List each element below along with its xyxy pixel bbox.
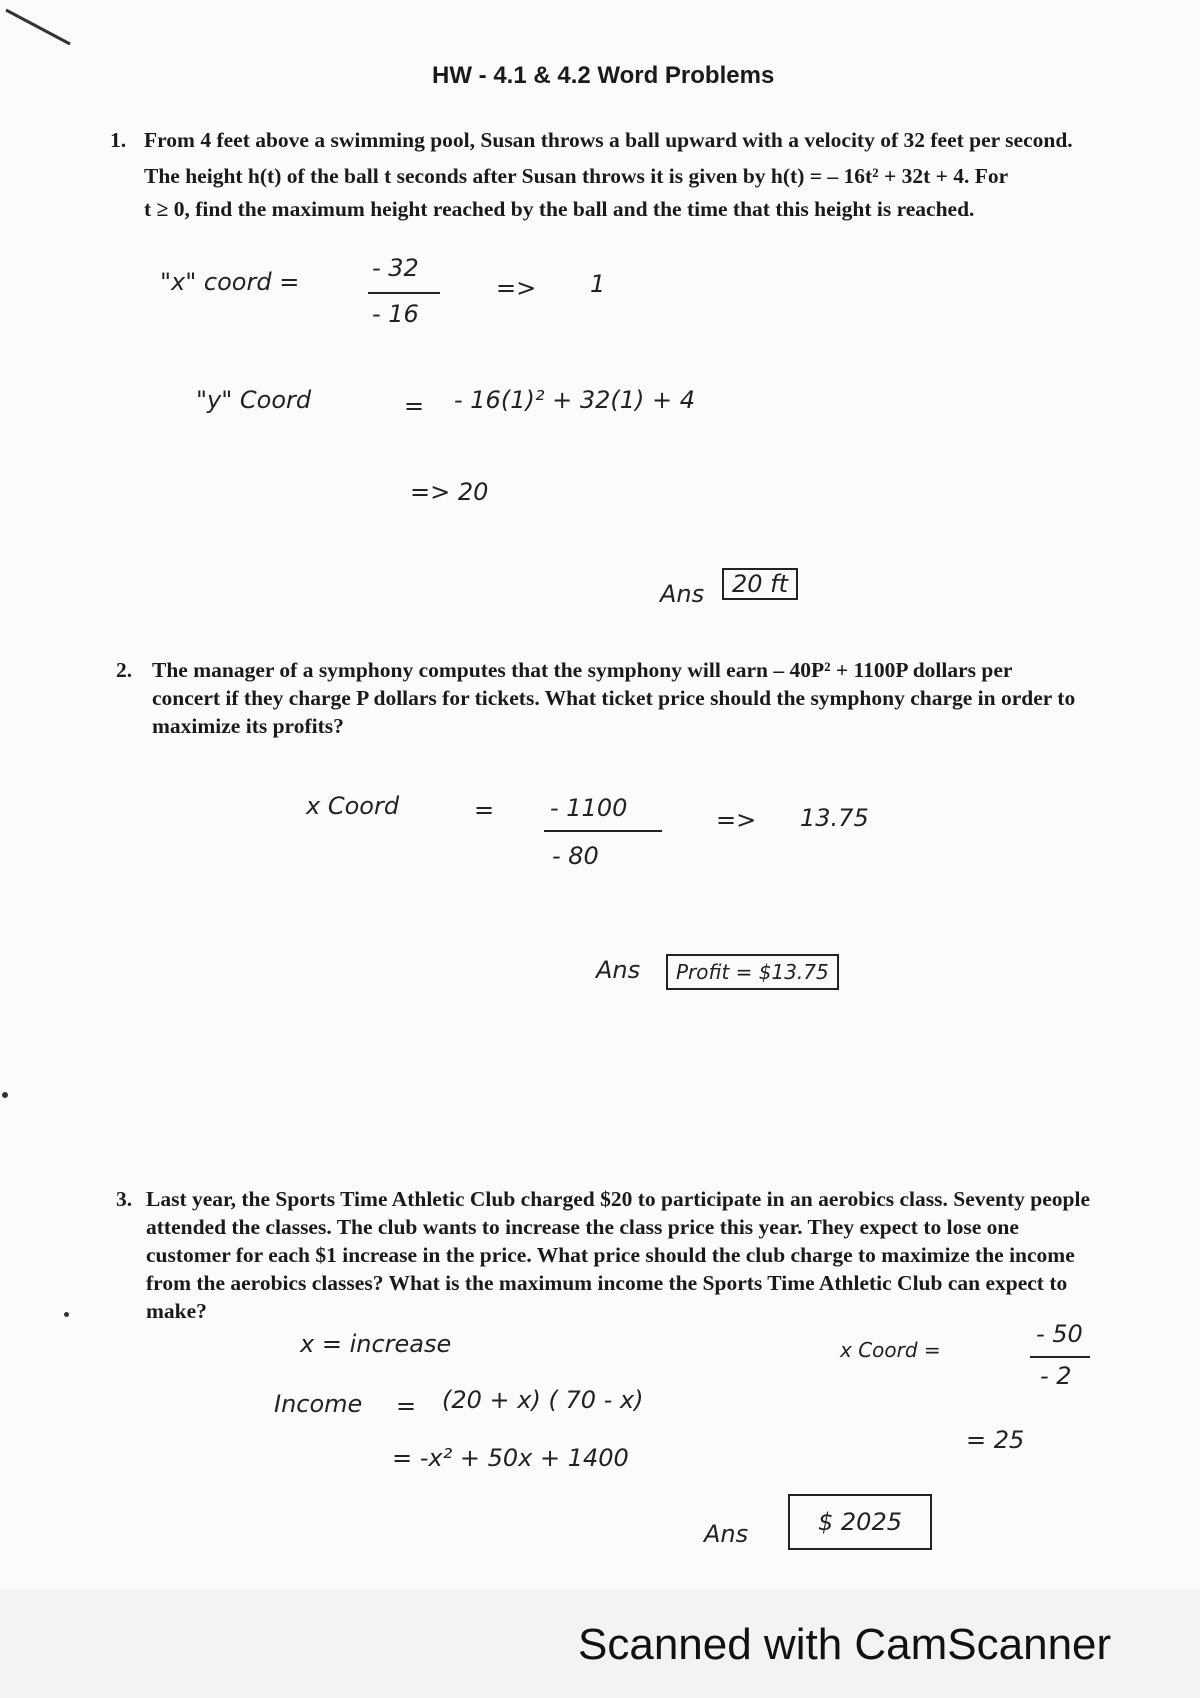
problem-text-line: make? xyxy=(146,1299,207,1323)
equals-sign: = xyxy=(404,392,425,420)
arrow: => xyxy=(716,806,757,834)
answer-box: Profit = $13.75 xyxy=(666,954,839,990)
work-expression: (20 + x) ( 70 - x) xyxy=(442,1386,644,1414)
page-title: HW - 4.1 & 4.2 Word Problems xyxy=(432,62,775,89)
fraction-numerator: - 32 xyxy=(372,254,419,282)
equals-sign: = xyxy=(396,1392,417,1420)
work-result: 13.75 xyxy=(800,804,869,832)
margin-mark xyxy=(64,1312,69,1317)
fraction-denominator: - 2 xyxy=(1040,1362,1072,1390)
answer-label: Ans xyxy=(704,1520,749,1548)
variable-definition: x = increase xyxy=(300,1330,452,1358)
problem-text-line: The manager of a symphony computes that the symphony will earn – 40P² + 1100P dollars per xyxy=(152,658,1013,682)
work-y-label: "y" Coord xyxy=(196,386,312,414)
work-result: 1 xyxy=(590,270,606,298)
problem-text-line: From 4 feet above a swimming pool, Susan throws a ball upward with a velocity of 32 feet per second. xyxy=(144,128,1073,152)
work-x-label: x Coord = xyxy=(840,1338,941,1362)
pencil-stroke xyxy=(0,0,80,50)
scanner-watermark: Scanned with CamScanner xyxy=(578,1620,1112,1669)
fraction-denominator: - 16 xyxy=(372,300,419,328)
problem-text-line: t ≥ 0, find the maximum height reached by the ball and the time that this height is reached. xyxy=(144,197,975,221)
fraction-numerator: - 1100 xyxy=(550,794,628,822)
answer-box: $ 2025 xyxy=(788,1494,932,1550)
fraction-numerator: - 50 xyxy=(1036,1320,1083,1348)
problem-number: 3. xyxy=(116,1187,133,1211)
problem-text-line: attended the classes. The club wants to increase the class price this year. They expect to lose one xyxy=(146,1215,1019,1239)
work-result: = 25 xyxy=(966,1426,1025,1454)
fraction-bar xyxy=(544,830,662,832)
work-result: => 20 xyxy=(410,478,489,506)
work-expanded: = -x² + 50x + 1400 xyxy=(392,1444,629,1472)
margin-mark xyxy=(2,1092,8,1098)
income-label: Income xyxy=(274,1390,363,1418)
arrow: => xyxy=(496,274,537,302)
work-expression: - 16(1)² + 32(1) + 4 xyxy=(454,386,695,414)
fraction-denominator: - 80 xyxy=(552,842,599,870)
problem-number: 2. xyxy=(116,658,133,682)
answer-box: 20 ft xyxy=(722,568,798,600)
equals-sign: = xyxy=(474,796,495,824)
fraction-bar xyxy=(368,292,440,294)
problem-text-line: concert if they charge P dollars for tickets. What ticket price should the symphony charge in order to xyxy=(152,686,1076,710)
problem-text-line: from the aerobics classes? What is the maximum income the Sports Time Athletic Club can expect to xyxy=(146,1271,1068,1295)
problem-number: 1. xyxy=(110,128,127,152)
answer-label: Ans xyxy=(660,580,705,608)
answer-label: Ans xyxy=(596,956,641,984)
problem-text-line: customer for each $1 increase in the price. What price should the club charge to maximize the income xyxy=(146,1243,1075,1267)
problem-text-line: maximize its profits? xyxy=(152,714,344,738)
fraction-bar xyxy=(1030,1356,1090,1358)
problem-text-line: The height h(t) of the ball t seconds after Susan throws it is given by h(t) = – 16t² + 32t + 4. For xyxy=(144,164,1009,188)
work-x-label: x Coord xyxy=(306,792,400,820)
work-x-label: "x" coord = xyxy=(160,268,300,296)
problem-text-line: Last year, the Sports Time Athletic Club charged $20 to participate in an aerobics class. Seventy people xyxy=(146,1187,1090,1211)
